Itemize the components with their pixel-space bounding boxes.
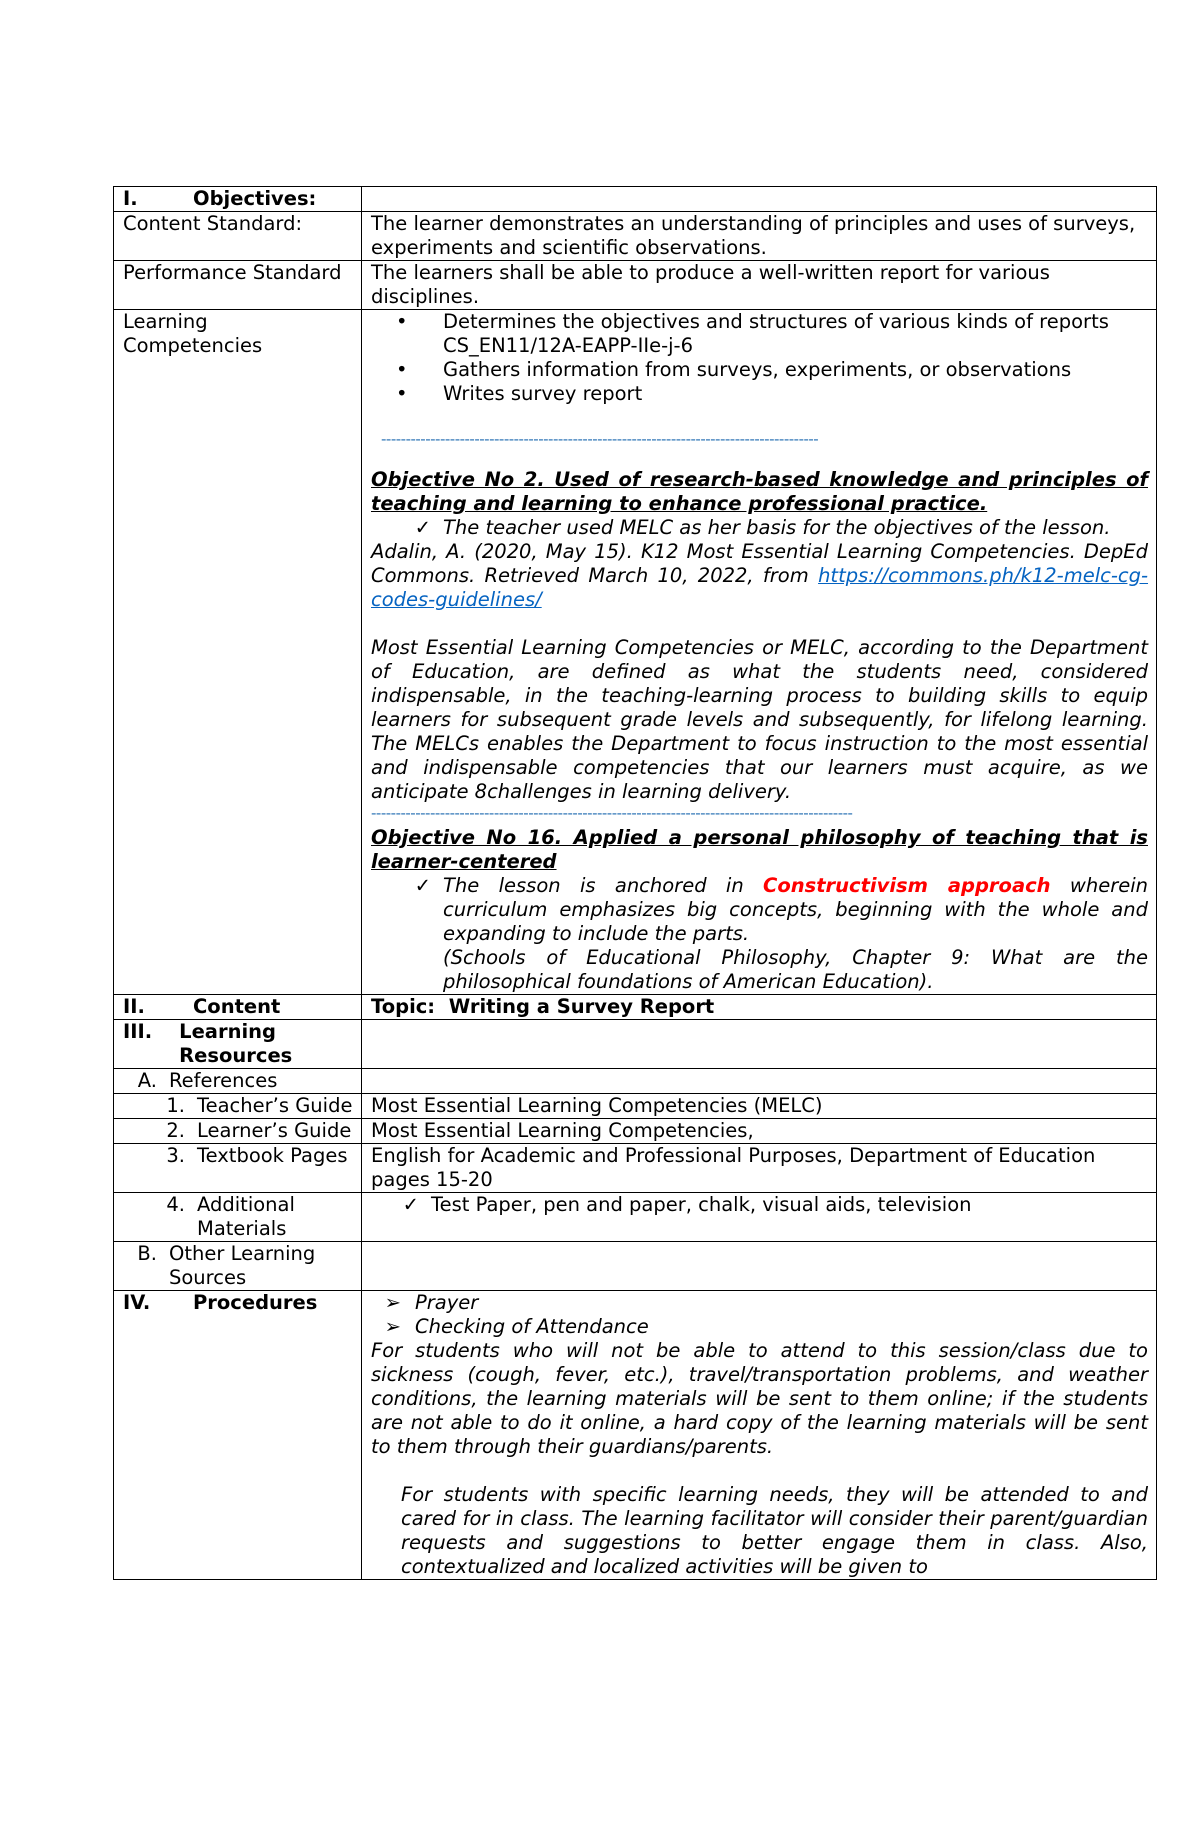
citation-link[interactable]: https://commons.ph/k12-melc-cg-codes-guidelines/	[371, 564, 1149, 611]
procedures-heading: IV. Procedures	[123, 1291, 318, 1314]
bullet-icon: •	[396, 310, 408, 333]
procedures-paragraph-1: For students who will not be able to attend to this session/class due to sickness (cough, fever, etc.), travel/transportation problems, and weather conditions, the learning materials will be sent to them online; if the students are not able to do it online, a hard copy of the learning materials will be sent to them through their guardians/parents.	[371, 1339, 1148, 1458]
references-row	[114, 1069, 1157, 1094]
dashed-separator: --------------------------------------------------------------------------------------------------	[371, 804, 853, 822]
list-item: • Writes survey report	[396, 382, 643, 405]
procedures-row	[114, 1291, 1157, 1580]
checkmark-icon: ✓	[414, 516, 431, 539]
objective-2-title: Objective No 2. Used of research-based knowledge and principles of teaching and learning to enhance professional practice.	[371, 468, 1148, 515]
learning-competencies-row	[114, 310, 1157, 995]
lesson-plan-page	[113, 186, 1156, 1580]
bullet-icon: •	[396, 382, 408, 405]
performance-standard-row	[114, 261, 1157, 310]
arrow-bullet-icon: ➢	[384, 1315, 401, 1338]
additional-materials-label: Additional Materials	[197, 1193, 295, 1240]
table-row: 3. Textbook Pages English for Academic and Professional Purposes, Department of Education pages 15-20	[114, 1144, 1157, 1193]
dashed-separator: -----------------------------------------------------------------------------------------	[381, 430, 819, 448]
textbook-pages-label: Textbook Pages	[197, 1144, 348, 1167]
additional-materials-value: ✓ Test Paper, pen and paper, chalk, visual aids, television	[371, 1193, 1148, 1217]
content-row	[114, 995, 1157, 1020]
content-standard-row	[114, 212, 1157, 261]
other-sources-heading: B. Other Learning Sources	[137, 1242, 316, 1289]
topic: Topic: Writing a Survey Report	[362, 995, 1157, 1020]
teachers-guide-label: Teacher’s Guide	[197, 1094, 353, 1117]
melc-paragraph: Most Essential Learning Competencies or MELC, according to the Department of Education, are defined as what the students need, considered indispensable, in the teaching-learning process to building skills to equip learners for subsequent grade levels and subsequently, for lifelong learning. The MELCs enables the Department to focus instruction to the most essential and indispensable competencies that our learners must acquire, as we anticipate 8challenges in learning delivery.	[371, 636, 1148, 803]
bullet-icon: •	[396, 358, 408, 381]
objectives-heading: I. Objectives:	[123, 187, 317, 210]
objective-16-source: (Schools of Educational Philosophy, Chapter 9: What are the philosophical foundations of American Education).	[443, 946, 1148, 993]
learning-resources-heading: III. Learning Resources	[123, 1020, 293, 1067]
learners-guide-value: Most Essential Learning Competencies,	[362, 1119, 1157, 1144]
list-item: • Gathers information from surveys, experiments, or observations	[396, 358, 1072, 381]
content-standard-text: The learner demonstrates an understanding of principles and uses of surveys, experiments and scientific observations.	[362, 212, 1157, 261]
learning-resources-row	[114, 1020, 1157, 1069]
references-heading: A. References	[137, 1069, 278, 1092]
objectives-header-row	[114, 187, 1157, 212]
objective-2-check: ✓ The teacher used MELC as her basis for the objectives of the lesson.	[371, 516, 1148, 540]
checkmark-icon: ✓	[402, 1193, 419, 1216]
content-standard-label: Content Standard:	[114, 212, 362, 261]
other-sources-row	[114, 1242, 1157, 1291]
performance-standard-text: The learners shall be able to produce a well-written report for various disciplines.	[362, 261, 1157, 310]
learning-competencies-label: Learning Competencies	[114, 310, 362, 995]
competency-list	[371, 310, 1148, 406]
objective-16-title: Objective No 16. Applied a personal philosophy of teaching that is learner-centered	[371, 826, 1148, 873]
arrow-bullet-icon: ➢	[384, 1291, 401, 1314]
content-heading: II. Content	[123, 995, 281, 1018]
objective-16-check: ✓ The lesson is anchored in Constructivism approach wherein curriculum emphasizes big concepts, beginning with the whole and expanding to include the parts.	[371, 874, 1148, 946]
table-row: 2. Learner’s Guide Most Essential Learning Competencies,	[114, 1119, 1157, 1144]
checkmark-icon: ✓	[414, 874, 431, 897]
textbook-pages-value: English for Academic and Professional Purposes, Department of Education pages 15-20	[362, 1144, 1157, 1193]
lesson-plan-table	[113, 186, 1157, 1580]
list-item: • Determines the objectives and structures of various kinds of reports CS_EN11/12A-EAPP-IIe-j-6	[396, 310, 1109, 357]
table-row: 4. Additional Materials ✓ Test Paper, pen and paper, chalk, visual aids, television	[114, 1193, 1157, 1242]
list-item: ➢ Checking of Attendance	[371, 1315, 1148, 1339]
table-row: 1. Teacher’s Guide Most Essential Learning Competencies (MELC)	[114, 1094, 1157, 1119]
constructivism-highlight: Constructivism approach	[763, 874, 1051, 897]
performance-standard-label: Performance Standard	[114, 261, 362, 310]
procedures-paragraph-2: For students with specific learning needs, they will be attended to and cared for in class. The learning facilitator will consider their parent/guardian requests and suggestions to better engage them in class. Also, contextualized and localized activities will be given to	[401, 1483, 1148, 1578]
teachers-guide-value: Most Essential Learning Competencies (MELC)	[362, 1094, 1157, 1119]
citation: Adalin, A. (2020, May 15). K12 Most Essential Learning Competencies. DepEd Commons. Retrieved March 10, 2022, from https://commons.ph/k12-melc-cg-codes-guidelines/	[371, 540, 1149, 611]
learners-guide-label: Learner’s Guide	[197, 1119, 352, 1142]
list-item: ➢ Prayer	[371, 1291, 1148, 1315]
